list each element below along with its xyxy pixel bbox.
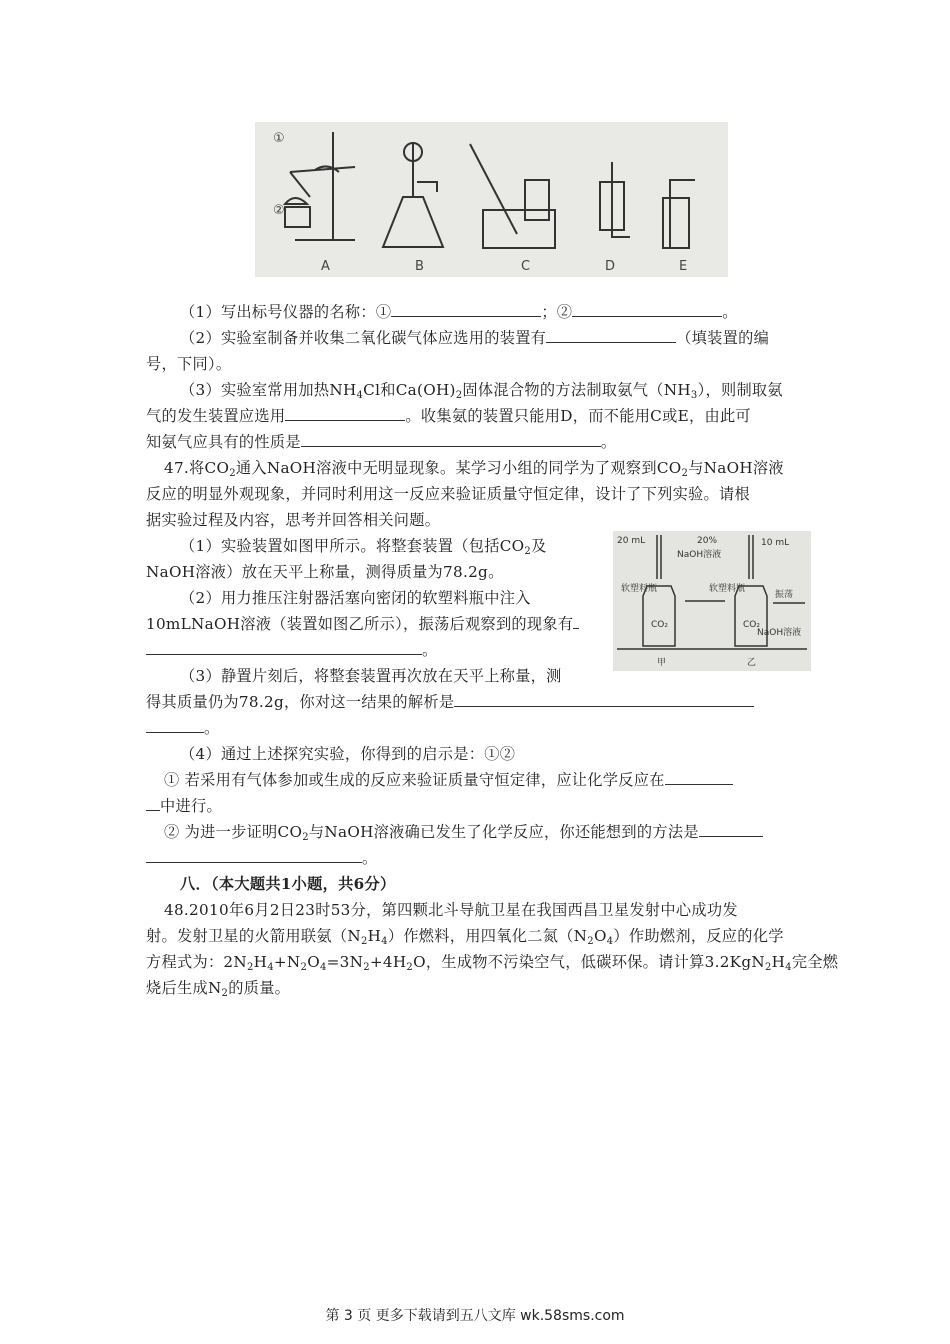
q47-part2: （2）用力推压注射器活塞向密闭的软塑料瓶中注入 xyxy=(180,589,531,607)
figure-text-20ml: 20 mL xyxy=(617,536,646,546)
figure-text-soft-bottle-2: 软塑料瓶 xyxy=(709,584,746,594)
q47-part4-item1: ① 若采用有气体参加或生成的反应来验证质量守恒定律，应让化学反应在 xyxy=(164,770,733,790)
q48-line2: 射。发射卫星的火箭用联氨$(N_2H_4)$作燃料，用四氧化二氮$(N_2O_4)$作助燃剂，反应的化学 xyxy=(146,927,784,947)
q47-part3-line2: 得其质量仍为78.2g，你对这一结果的解析是 xyxy=(146,692,754,712)
q47-part1: （1）实验装置如图甲所示。将整套装置（包括$CO_2$及 xyxy=(180,537,547,557)
q48-line4: 烧后生成$N_2$的质量。 xyxy=(146,979,291,999)
q47-part2-line3: 。 xyxy=(146,640,438,660)
q47-part4-item2-line2: 。 xyxy=(146,848,378,868)
q46-part3: （3）实验室常用加热$NH_4Cl$和$Ca(OH)_2$固体混合物的方法制取氨气$(NH_3)$，则制取氨 xyxy=(180,381,783,401)
section-8-heading: 八．（本大题共1小题，共6分） xyxy=(180,875,396,893)
q47-intro-line3: 据实验过程及内容，思考并回答相关问题。 xyxy=(146,511,441,529)
q47-part3: （3）静置片刻后，将整套装置再次放在天平上称量，测 xyxy=(180,667,562,685)
figure-label-a: A xyxy=(321,259,330,274)
figure-label-2: ② xyxy=(273,203,285,218)
q47-part4-item1-line2: 中进行。 xyxy=(146,796,222,816)
figure-text-naoh-solution: NaOH溶液 xyxy=(677,550,722,560)
q46-part3-line3: 知氨气应具有的性质是 。 xyxy=(146,433,617,451)
q46-part3-line2: 气的发生装置应选用 。收集氨的装置只能用D，而不能用C或E，由此可 xyxy=(146,407,751,425)
q46-part1: （1）写出标号仪器的名称：① ；② 。 xyxy=(180,303,738,321)
figure-label-jia: 甲 xyxy=(657,658,667,668)
q47-intro-line2: 反应的明显外观现象，并同时利用这一反应来验证质量守恒定律，设计了下列实验。请根 xyxy=(146,485,751,503)
q47-part4: （4）通过上述探究实验，你得到的启示是：①② xyxy=(180,745,516,763)
q48-line1: 48.2010年6月2日23时53分，第四颗北斗导航卫星在我国西昌卫星发射中心成功发 xyxy=(164,901,738,919)
q47-part3-line3: 。 xyxy=(146,718,220,738)
q47-part2-line2: 10mLNaOH溶液（装置如图乙所示），振荡后观察到的现象有 xyxy=(146,614,579,634)
q48-line3: 方程式为：$2N_2H_4+N_2O_4=3N_2+4H_2O$，生成物不污染空气，低碳环保。请计算$3.2KgN_2H_4$完全燃 xyxy=(146,953,839,973)
figure-label-c: C xyxy=(521,259,531,274)
figure-label-d: D xyxy=(605,259,616,274)
figure-text-10ml: 10 mL xyxy=(761,538,790,548)
q47-part1-line2: NaOH溶液）放在天平上称量，测得质量为78.2g。 xyxy=(146,563,504,581)
lab-apparatus-figure xyxy=(255,122,728,277)
figure-label-e: E xyxy=(679,259,688,274)
figure-text-soft-bottle-1: 软塑料瓶 xyxy=(621,584,658,594)
figure-label-b: B xyxy=(415,259,424,274)
page-footer: 第 3 页 更多下载请到五八文库 wk.58sms.com xyxy=(325,1308,625,1324)
figure-text-shake: 振荡 xyxy=(775,590,794,600)
figure-label-yi: 乙 xyxy=(747,658,757,668)
figure-text-co2-1: CO₂ xyxy=(651,620,668,630)
figure-text-naoh-solution-2: NaOH溶液 xyxy=(757,628,802,638)
figure-label-1: ① xyxy=(273,131,285,146)
figure-text-20pct: 20% xyxy=(697,536,718,546)
q46-part2-cont: 号，下同）。 xyxy=(146,355,232,373)
figure-text-co2-2: CO₂ xyxy=(743,620,760,630)
q47-part4-item2: ② 为进一步证明$CO_2$与NaOH溶液确已发生了化学反应，你还能想到的方法是 xyxy=(164,822,763,842)
q47-intro: 47.将$CO_2$通入NaOH溶液中无明显现象。某学习小组的同学为了观察到$CO_2$与NaOH溶液 xyxy=(164,459,784,479)
q46-part2: （2）实验室制备并收集二氧化碳气体应选用的装置有 （填装置的编 xyxy=(180,329,770,347)
co2-naoh-experiment-figure xyxy=(613,531,811,671)
